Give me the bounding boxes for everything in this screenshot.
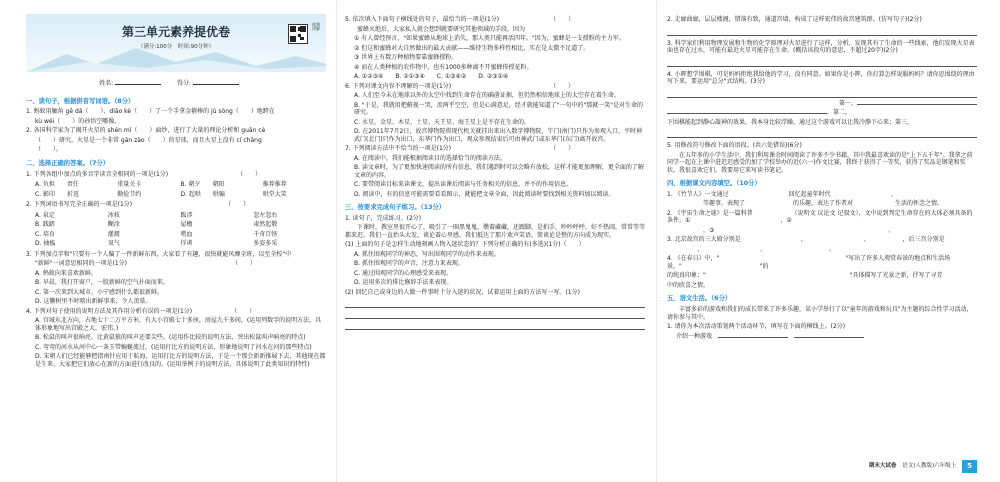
passage-text: 下课时，教室里很开心了，吸引了一圈黑鬼鬼，攒着藏藏，还跟脚，是拍手，吵吵呼呼，好不热闹，常常等等都来迟。我们一直抬头大发，谈论着心里感，我们抵达了那片欢声笑语，简谈论是整的方向成为现实。 [345,224,645,239]
section-heading: 三、按要求完成句子练习。（13分） [345,204,446,211]
option[interactable]: B. 读文章时，为了更加快速阅读的所有信息，我们遇到时可以会略有放松，这样才能更加理解，更全面的了解文章的内容。 [354,164,644,179]
option: 嗜血 [180,230,193,238]
question-text: 5. 依次填入下面句子横线处的句子，最恰当的一项是(1分) （ ） [345,16,575,23]
question-text: 3. 科学家们利用物理发展和生物的化学原理对火星进行了这样，分析，发现其有了生命的一些线索，他们发现火星表面也存在过水，可能有最近火星可能存在生命。(概括该段句的意思，不超过20字)(2分) [667,39,975,54]
answer-line[interactable] [667,88,977,98]
option[interactable]: D. 在2011年7月2日，故宫博物院将现代机关就挂出来出入数字博物院，午门(南门)只作为参观入口，平时神武门(北门)只作为出口，东华门作为出口，观众参观结束后可由神武门或东华门(东门)离开故宫。 [354,128,643,143]
option: 多姿多采 [253,240,278,248]
option[interactable]: B. 朝夕 朝阳 [180,181,225,189]
option[interactable]: A. 在阅读中，我们能根据阅读目的选择恰当的阅读方法。 [354,154,506,162]
option: 灌溉 [107,230,120,238]
option[interactable]: A. 负担 责任 [35,181,79,189]
option[interactable]: B. 践踏 [35,221,55,229]
subject-label: 语文(人教版)六年级上 [902,463,957,470]
option: ④ 而在人类种植的农作物中，也有1000多种离不开蜜蜂传授花粉。 [354,63,533,71]
column-right [667,14,977,468]
option: 屋檐 [180,221,193,229]
page-number: 5 [962,460,977,473]
option[interactable]: A. 蚂蚁向来喜欢新鲜。 [35,269,97,277]
qr-code-icon[interactable] [288,24,308,44]
score-field[interactable] [193,84,239,85]
option[interactable]: C. 第一次来到大城市，小宁感到什么都很新鲜。 [35,288,164,296]
option: ③ 世界上有数万种植物要靠蜜蜂授粉。 [354,54,458,61]
answer-line[interactable] [667,128,977,138]
answer-line[interactable] [345,320,645,330]
option[interactable]: A. 人们至今未在地球以外的太空中找到生命存在的确凿证据，但仍然相信地球上的太空存在着生命。 [354,92,620,99]
option: 肃然起敬 [253,221,278,229]
question-text: 3. 北京故宫的三大殿分别是 、 、 ，后三宫分别是 [667,236,945,244]
option[interactable]: A. 宫城东北方向，占地七十二万平方米，有大小宫殿七十多座，房屋九千多间。(运用列数字的说明方法，具体形象地写出宫殿之大，宏伟。) [35,317,322,332]
option[interactable]: B. "于是，我就用把俯视一哭，羡两乎空空，但是心满意足，经才就能知道了"一句中的"那就一笑"是对生命的研究。 [354,101,643,116]
column-divider [336,0,337,482]
page-subtitle: （满分:100分 时间:90分钟） [137,44,215,50]
answer-line[interactable] [345,298,645,308]
question-text: 4. 小晖想学围棋，可是妈妈拒绝我给他的学习，没有同意。如果你是小晖，你打算怎样说服妈妈？请你思围绕的理由写下来。要运用"总分"式结构。(3分) [667,70,975,85]
answer-line[interactable] [667,26,977,36]
question-text: 、 、 。 [667,245,836,253]
brand-label: 期末大试卷 [868,463,897,470]
option[interactable]: A. 抓住围观同学的神态，写出围观同学的动作来表现。 [354,250,500,258]
option[interactable]: C. 要带阅读目标来读课文，提出读课后阅读与任务相关的信息，并不的作用信息。 [354,181,573,188]
section-heading: 二、选择正确的答案。（7分） [26,159,110,167]
option[interactable]: C. 影印 折返 [35,190,80,198]
option: 俘虏 [180,240,193,248]
answer-prompt [667,100,977,108]
option[interactable]: C. 培育 [35,230,56,238]
option: 忽左忽右 [253,211,278,219]
first-label: 第一， [838,99,857,107]
option: ② 但这和蜜蜂对大自然做出的最大贡献——维持生物多样性相比，实在是太微不足道了。 [354,44,590,52]
section-heading: 四、根据课文内容填空。（10分） [667,180,761,187]
option[interactable]: B. 松鼠的叫声很响亮，比黄鼠狼的叫声还要尖些。(运用作比较的说明方法，突出松鼠叫声响亮的特点) [35,334,306,342]
question-text: 的纯真印象；" "具体描写了光景之新，抒写了寻芳 [667,272,943,280]
second-label: ，第二， [827,109,852,116]
option: 跋涉 [180,211,193,219]
option[interactable]: C. 弯弯的河水从河中心一条玉带蜿蜒流过。(运用打比方的说明方法，形象地说明了河水在河的那些特点) [35,343,312,351]
option[interactable]: B. 早晨，我打开窗户，一股新鲜的空气扑面而来。 [35,279,169,287]
page-title: 第三单元素养提优卷 [121,25,230,39]
answer-choices[interactable]: A. ①②③④ B. ②①③④ C. ①③④② D. ②③①④ [354,73,509,80]
question-text: (1) 上面的句子是怎样生动地刻画人物入迷状态的？下列分析正确的有(多选)(1分)（ ） [345,241,585,249]
item-label: 介绍一种游戏 [676,332,713,340]
question-text: 2. 走廊曲廊，层层楼阁，错落有致，通道宫墙，构成了这样宏伟的故宫建筑群。(仿写句子)(2分) [667,16,922,23]
option: 勤俭节约 [117,190,142,198]
column-left [26,14,326,468]
option[interactable]: D. 抽搐 [35,240,56,248]
question-text: (2) 回忆自己或身边的人做一件事时十分入迷的状况，试着运用上面的方法写一写。(1分) [345,288,580,296]
question-text: 4. 《在春日》中，" "写出了许多人观赏春景的地点和生活场景，" "的 [667,255,951,270]
answer-line[interactable] [667,57,977,67]
option[interactable]: A. 泉定 [35,211,55,219]
question-text: 1. 请你为本次活动策划两个活动环节，填写在下面的横线上。(2分) [667,323,846,331]
question-text: 6. 下列对课文内容不理解的一项是(1分) （ ） [345,82,575,90]
question-text: 7. 下列阅读方法中不恰当的一项是(1分) （ ） [345,145,575,152]
option: 推荐推荐 [262,181,287,189]
page-footer [869,460,977,473]
passage-text: 在五年多的小学生活中，我们利用课余时间阅读了许多不少书籍，其中我最喜欢读的是"上下五千年"。我拿之前同学一起在上课中进迟迟感受的加了学校举办的近(六一)作文比赛，我终于获得了一等奖，获得了奖品是钢笔和奖状。我很喜欢它们，我要用它来写读书笔记。 [667,151,973,174]
question-text: ，③ 。 [667,226,895,234]
name-score-line [26,80,326,88]
answer-line[interactable] [345,309,645,319]
option[interactable]: B. 抓住围观同学的声音，注意力来表现。 [354,260,464,268]
column-middle [345,14,645,468]
answer-prompt [667,333,977,341]
option: 哄堂大笑 [262,190,287,198]
option: ① 有人曾经预言，"如果蜜蜂从地球上消失，那人类只能再活四年。"因为，蜜蜂是一支授粉的主力军。 [354,35,625,42]
question-text: 蜜蜂灭绝后，大家私人就会想到就要研究其他领域的手段，因为 [357,25,580,33]
section-heading: 五、语文生活。（6分） [667,295,732,303]
question-text: 3. 下列加点字和"只要有一个人偏了一件新鲜东西，大家看了有趣，很快就能风靡全班，以至全校"中 [26,250,292,258]
question-text: kù wéi（ ）的孙悟空哪像。 [35,117,121,125]
question-text: "新鲜"一词意思相同的一项是(1分) （ ） [35,260,257,268]
title-banner [26,14,326,72]
option[interactable]: C. 通过围观同学的心理感受来表现。 [354,269,453,277]
column-divider [656,0,657,482]
question-text: 2. 下列词语书写完全正确的一项是(1分) （ ） [26,201,250,209]
qr-label: 视频讲解 [312,22,320,32]
option: 氧气 [107,240,120,248]
option: 冰枝 [107,211,120,219]
option[interactable]: C. 水星、金星、木星、土星、天王星、海王星上是不存在生命的。 [354,118,531,126]
option: 千奇百怪 [253,230,278,238]
option[interactable]: D. 起哄 哄骗 [180,190,225,198]
question-text: 下围棋能起到静心凝神的效果，我本身比较浮躁，通过这个游戏可以让我冷静下心来；第三， [667,118,914,126]
option-grid [26,211,326,249]
question-text: 1. 蚂蚁用触角 gē dá（ ）、diāo kè（ ）了一个手拿金箍棒的 jù sòng（ ）地跨在 [26,108,275,116]
question-text: （ ）。 [35,146,63,154]
section-heading: 一、读句子，根据拼音写词语。（8分） [26,97,135,105]
option[interactable]: D. 阅读中，有的信息可能需要看看图示，就能把文章全面，因此阅读时要找到相关资料加以阅读。 [354,190,615,198]
option: 糊涂 [107,221,120,229]
option-row [26,180,326,199]
question-text: 1. 读句子，完成练习。(2分) [345,214,422,222]
question-text: 4. 下列对句子使用的说明方法及其作用分析有误的一项是(1分) （ ） [26,307,256,315]
option[interactable]: D. 这懒树里不时喷出新鲜事来，令人羡慕。 [35,298,152,306]
question-text: 5. 用修改符号修改下面的语段。(共六处错误)(6分) [667,142,802,149]
question-text: 等趣事，表现了 的乐趣，表达了作者对 生活的怀念之情。 [667,200,944,208]
answer-prompt [667,109,977,117]
question-text: 中的欣喜之情。 [667,281,710,289]
score-label: 得分: [176,80,191,87]
question-text: 1. 下列各组中加点的多音字读音全相同的一项是(1分) （ ） [26,170,262,178]
question-text: （ ）研究。火星是一个非常 gān zào（ ）的星球，而且火星上没有 cí chǎng [35,136,262,144]
question-text: 2. 《宇宙生命之谜》是一篇科普 （说明文 议论文 记叙文），文中说到判定生命存在的大体必须具备的条件，① ，② [667,209,973,225]
name-field[interactable] [115,84,161,85]
question-text: 2. 各国科学家为了揭开火星的 shén mì（ ）面纱，进行了大量的理论分析和 guān cè [26,127,266,135]
option: 重量关卡 [117,181,142,189]
name-label: 姓名: [99,80,114,87]
passage-text: 丰富多彩的游戏和我们的成长带来了许多乐趣，某小学举行了以"童年的游戏和玩具"为主题的综合性学习活动，请你参与其中。 [667,306,973,321]
option[interactable]: D. 宋朝人们已经能够把指南针应用于航海，运用打比方的说明方法，于是一个那会新新推展下去，其他现在都是生来、大家把它们放心在新的方面进行改良的。(运用举例子的说明方法，具体说明了此类知识的特性) [35,353,326,368]
option[interactable]: D. 运用多次的排比修辞手法来表现。 [354,279,453,287]
question-text: 1. 《竹节人》一文通过 回忆起童年时代 、 [667,190,954,198]
